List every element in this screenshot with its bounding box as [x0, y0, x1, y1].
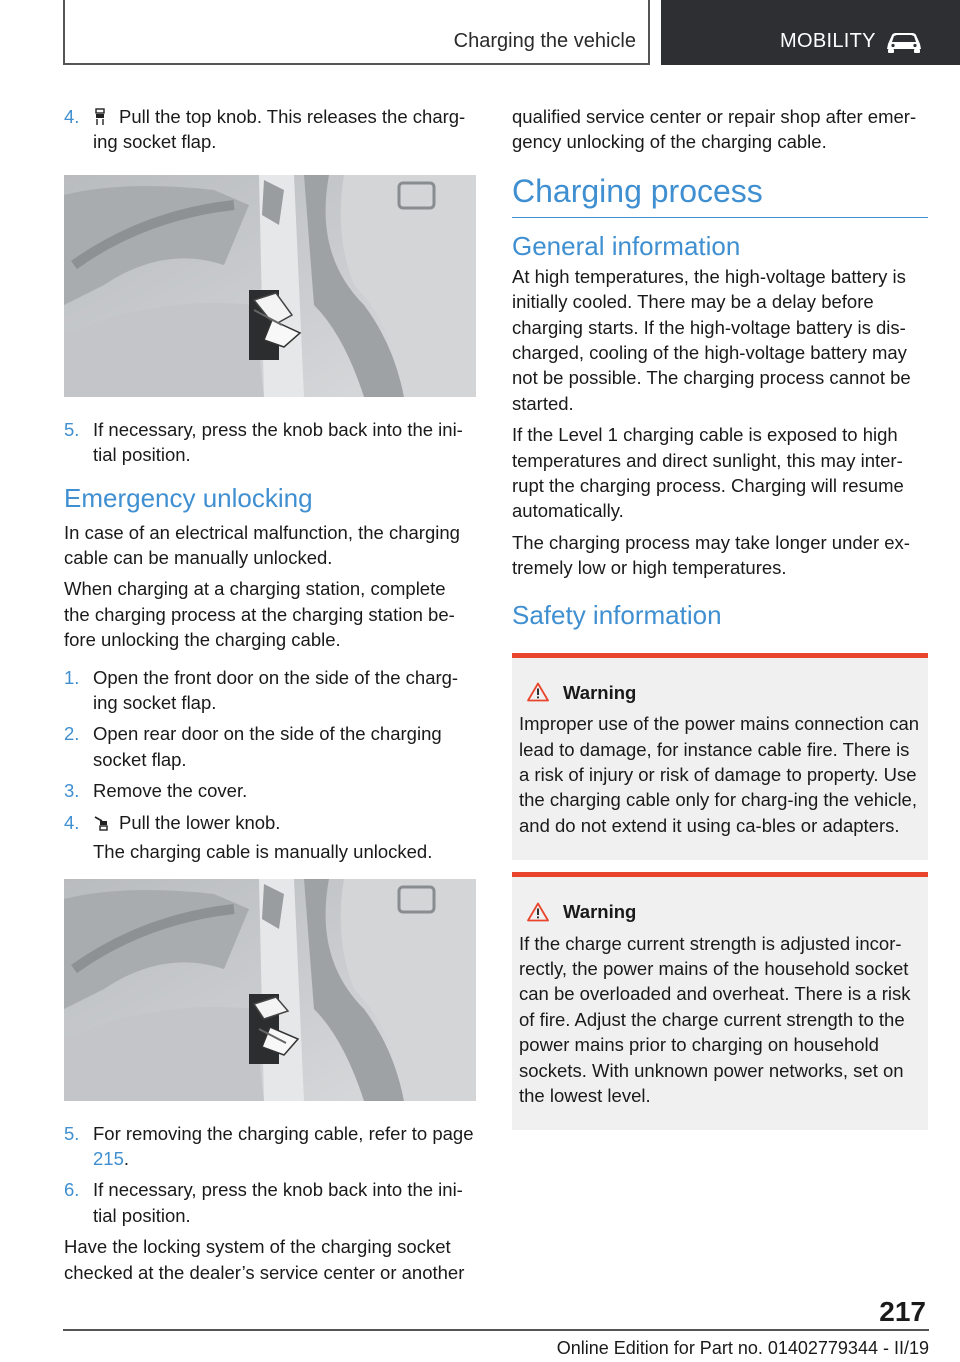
emergency-unlocking-heading: Emergency unlocking — [64, 482, 313, 513]
door-sill-photo-bottom — [64, 879, 476, 1101]
page-number: 217 — [879, 1296, 926, 1327]
door-sill-photo-top — [64, 175, 476, 397]
step-4-pull-top-knob — [64, 104, 476, 155]
header-divider — [648, 0, 650, 65]
paragraph: At high temperatures, the high-voltage battery is initially cooled. There may be a delay before charging starts. If the high-voltage battery is dis-charged, cooling of the high-voltage battery may not be possible. The charging process cannot be started. — [512, 265, 911, 414]
step-number: 1. — [64, 666, 80, 688]
footer-edition: Online Edition for Part no. 01402779344 - II/19 — [556, 1338, 929, 1358]
step-text: Pull the lower knob. — [119, 811, 281, 833]
step-text: Remove the cover. — [93, 780, 248, 802]
left-column — [64, 104, 476, 1291]
step-1 — [64, 665, 476, 716]
step-5-press-knob-back — [64, 417, 476, 468]
paragraph: When charging at a charging station, complete the charging process at the charging station be-fore unlocking the charging cable. — [64, 578, 455, 651]
step-text: Open the front door on the side of the charg-ing socket flap. — [93, 666, 459, 714]
header-chapter-title: Charging the vehicle — [453, 30, 636, 52]
paragraph: In case of an electrical malfunction, the charging cable can be manually unlocked. — [64, 521, 460, 569]
step-number: 3. — [64, 780, 80, 802]
right-column — [512, 104, 928, 1130]
paragraph: Have the locking system of the charging socket checked at the dealer’s service center or another — [64, 1236, 465, 1283]
charging-process-heading: Charging process — [512, 171, 928, 218]
header-rule — [63, 63, 649, 65]
warning-title-text: Warning — [563, 901, 637, 923]
step-number: 4. — [64, 106, 80, 127]
header-left-rule — [63, 0, 65, 65]
warning-box — [512, 653, 928, 860]
page-reference-link[interactable]: 215 — [93, 1147, 124, 1169]
footer-rule — [63, 1329, 929, 1331]
warning-triangle-icon — [527, 902, 549, 922]
step-text: Pull the top knob. This releases the charg-ing socket flap. — [93, 106, 466, 153]
step-text: For removing the charging cable, refer to page — [93, 1122, 474, 1144]
step-number: 6. — [64, 1179, 80, 1201]
step-6-press-knob-back — [64, 1177, 476, 1228]
car-icon — [884, 30, 924, 54]
step-number: 5. — [64, 1122, 80, 1144]
general-information-heading: General information — [512, 230, 741, 261]
step-4-pull-lower-knob — [64, 810, 476, 835]
warning-triangle-icon — [527, 682, 549, 702]
step-text: If necessary, press the knob back into the ini-tial position. — [93, 418, 463, 466]
step-number: 4. — [64, 811, 80, 833]
warning-text: Improper use of the power mains connection can lead to damage, for instance cable fire. There is a risk of injury or risk of damage to property. Use the charging cable only for charg-ing the vehicle, and do not extend it using ca-bles or adapters. — [519, 713, 920, 836]
paragraph: qualified service center or repair shop after emer-gency unlocking of the charging cable. — [512, 106, 917, 153]
top-knob-icon — [93, 108, 109, 126]
step-3 — [64, 778, 476, 803]
step-4-result: The charging cable is manually unlocked. — [93, 841, 433, 863]
step-text: If necessary, press the knob back into the ini-tial position. — [93, 1179, 463, 1226]
safety-information-heading: Safety information — [512, 599, 722, 630]
warning-title-text: Warning — [563, 681, 637, 703]
paragraph: If the Level 1 charging cable is exposed to high temperatures and direct sunlight, this may inter-rupt the charging process. Charging will resume automatically. — [512, 424, 904, 522]
lower-knob-icon — [93, 814, 109, 832]
paragraph: The charging process may take longer under ex-tremely low or high temperatures. — [512, 531, 910, 579]
warning-title — [519, 899, 920, 924]
warning-text: If the charge current strength is adjusted incor-rectly, the power mains of the household socket can be overloaded and overheat. There is a risk of fire. Adjust the charge current strength to the power mains prior to charging on household sockets. With unknown power networks, set on the lowest level. — [519, 932, 911, 1106]
header-section-label: MOBILITY — [780, 30, 876, 52]
step-text-end: . — [123, 1147, 130, 1169]
warning-title — [519, 680, 920, 705]
step-2 — [64, 721, 476, 772]
step-number: 2. — [64, 723, 80, 745]
warning-box — [512, 872, 928, 1130]
step-text: Open rear door on the side of the charging socket flap. — [93, 723, 442, 770]
step-number: 5. — [64, 418, 80, 440]
step-5-remove-cable — [64, 1121, 476, 1172]
